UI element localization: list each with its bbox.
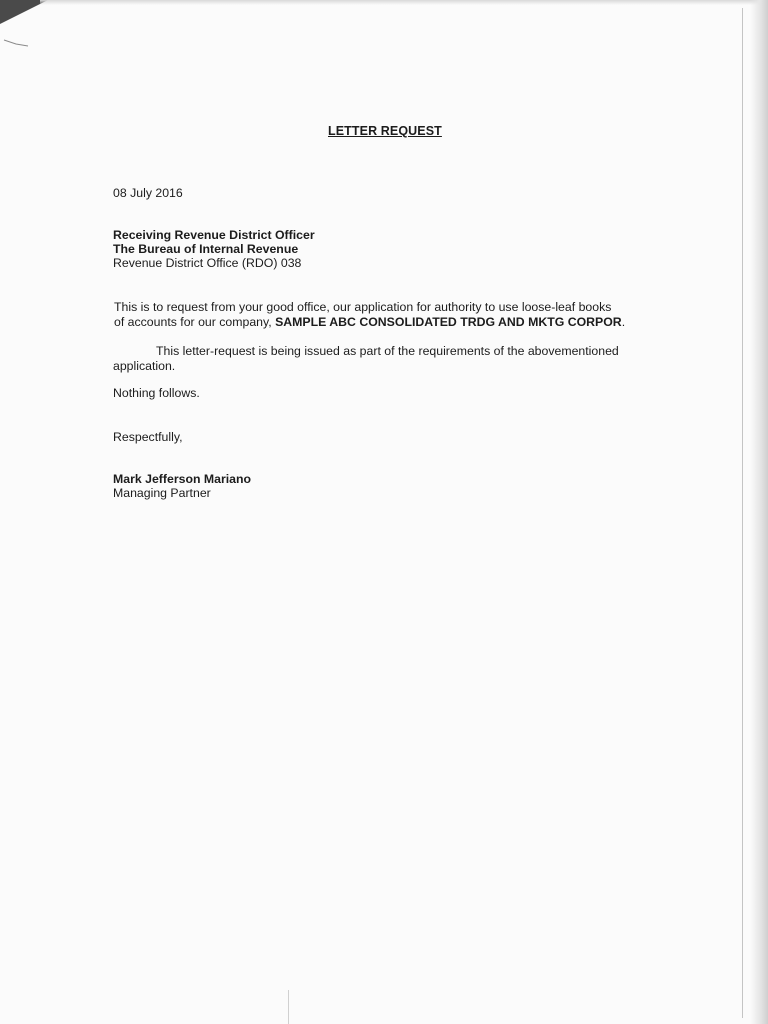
folded-corner-artifact	[0, 0, 60, 60]
signatory-title: Managing Partner	[113, 486, 211, 500]
addressee-block	[113, 228, 315, 270]
bottom-fold-line	[288, 990, 289, 1024]
company-name: SAMPLE ABC CONSOLIDATED TRDG AND MKTG CORPOR	[275, 314, 622, 329]
right-fold-line	[742, 8, 743, 1018]
request-line-2	[114, 315, 674, 330]
addressee-office: Revenue District Office (RDO) 038	[113, 256, 302, 270]
letter-heading: LETTER REQUEST	[328, 124, 442, 138]
request-line-1: This is to request from your good office, our application for authority to use loose-leaf books	[114, 300, 612, 314]
request-line-2-prefix: of accounts for our company,	[114, 314, 276, 329]
signatory-block	[113, 472, 251, 500]
purpose-line-2: application.	[113, 358, 176, 373]
purpose-line-1: This letter-request is being issued as part of the requirements of the abovementioned	[156, 344, 619, 358]
closing-salutation: Respectfully,	[113, 430, 183, 444]
letter-date: 08 July 2016	[113, 186, 183, 200]
purpose-paragraph	[113, 344, 673, 373]
request-line-2-suffix: .	[621, 314, 626, 329]
request-paragraph	[114, 300, 674, 329]
addressee-bureau: The Bureau of Internal Revenue	[113, 242, 299, 256]
signatory-name: Mark Jefferson Mariano	[113, 472, 252, 486]
nothing-follows: Nothing follows.	[113, 386, 200, 400]
addressee-officer: Receiving Revenue District Officer	[113, 228, 315, 242]
right-scan-shadow	[750, 0, 768, 1024]
top-scan-shadow	[40, 0, 768, 5]
